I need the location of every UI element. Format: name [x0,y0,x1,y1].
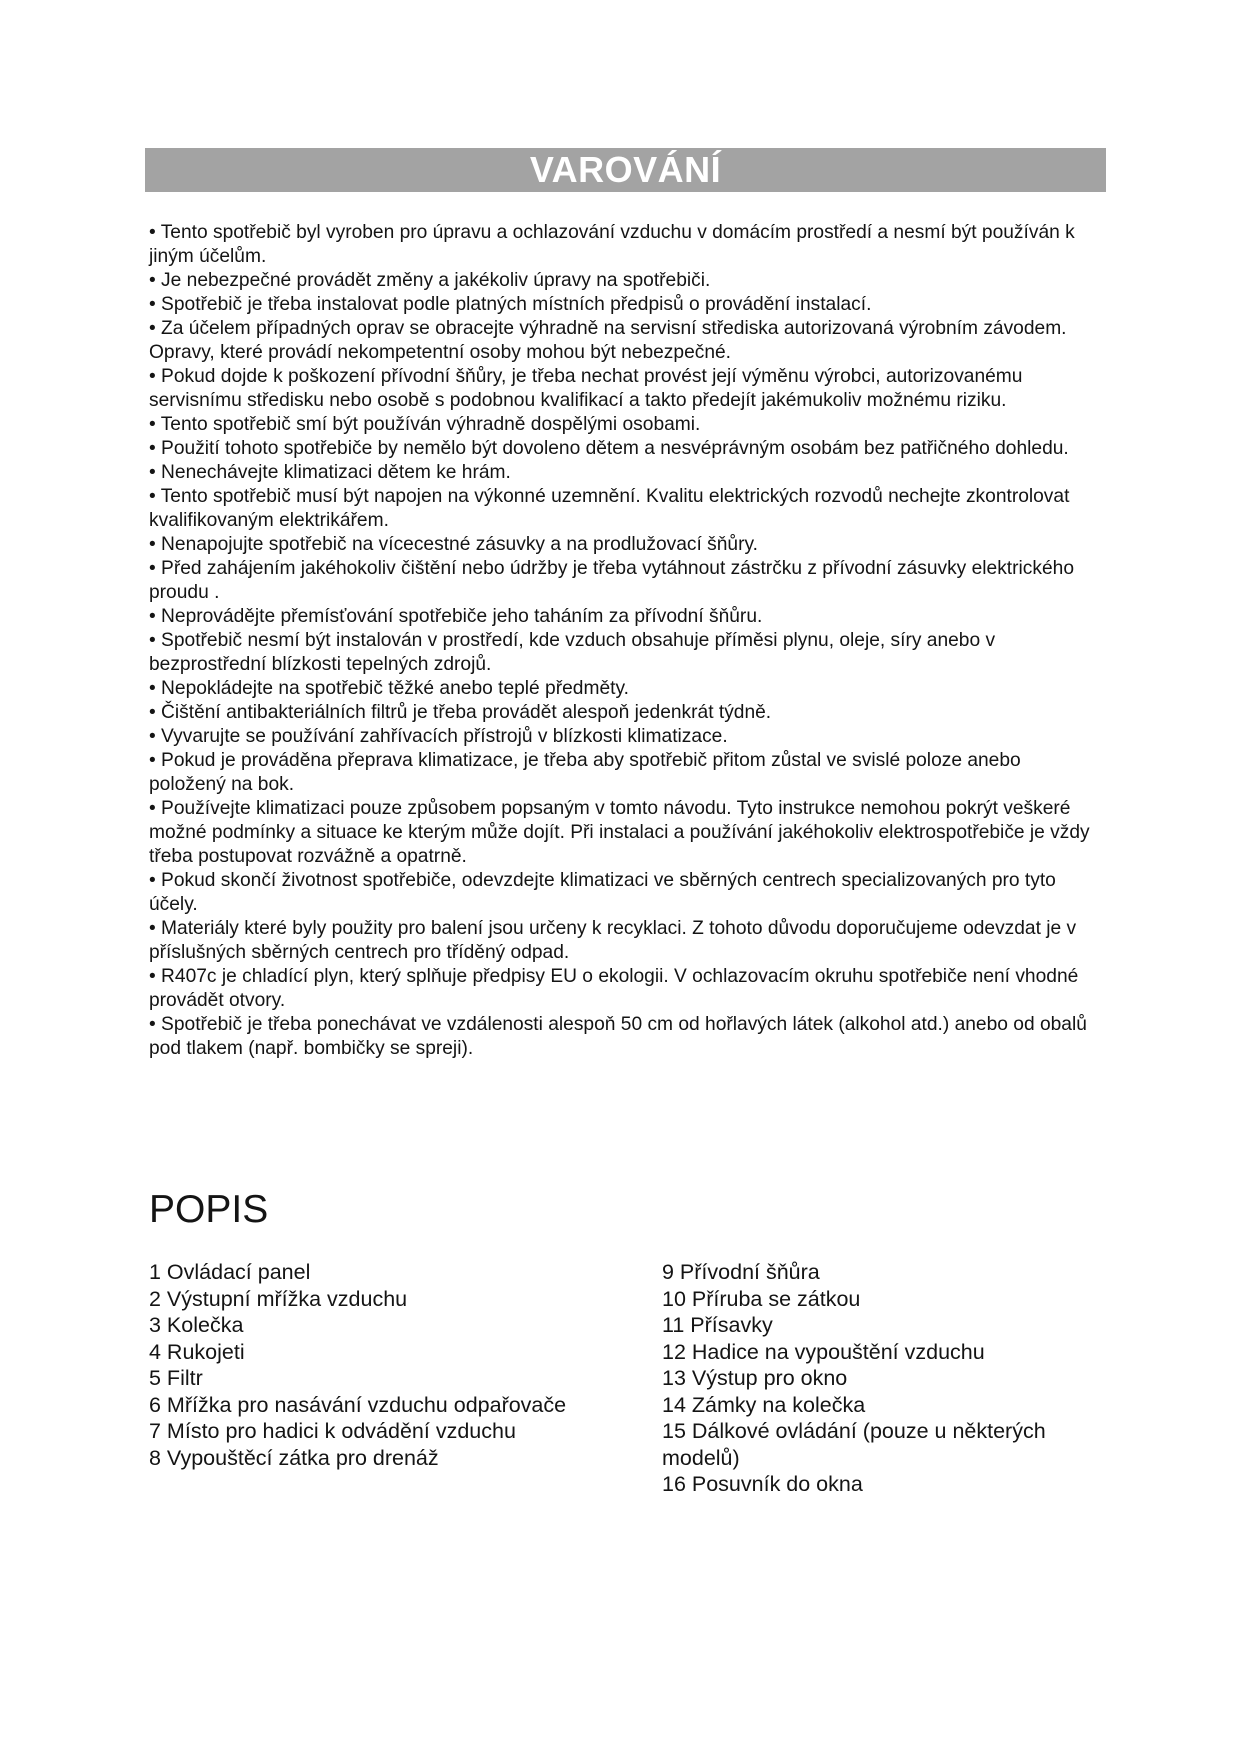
warning-item: • Nenapojujte spotřebič na vícecestné zásuvky a na prodlužovací šňůry. [149,534,758,555]
part-item: 1 Ovládací panel [149,1260,311,1284]
part-item: 9 Přívodní šňůra [662,1260,820,1284]
parts-list-left [149,1259,589,1471]
parts-list-right [662,1259,1102,1498]
part-item: 11 Přísavky [662,1313,773,1337]
warning-item: • Před zahájením jakéhokoliv čištění nebo údržby je třeba vytáhnout zástrčku z přívodní zásuvky elektrického proudu . [149,558,1074,603]
part-item: 14 Zámky na kolečka [662,1392,866,1417]
warning-item: • Tento spotřebič musí být napojen na výkonné uzemnění. Kvalitu elektrických rozvodů nechejte zkontrolovat kvalifikovaným elektrikářem. [149,486,1070,531]
warning-item: • Pokud skončí životnost spotřebiče, odevzdejte klimatizaci ve sběrných centrech specializovaných pro tyto účely. [149,870,1056,915]
warning-item: • Tento spotřebič byl vyroben pro úpravu a ochlazování vzduchu v domácím prostředí a nesmí být používán k jiným účelům. [149,222,1075,267]
warning-item: • Spotřebič nesmí být instalován v prostředí, kde vzduch obsahuje příměsi plynu, oleje, síry anebo v bezprostřední blízkosti tepelných zdrojů. [149,630,996,675]
part-item: 7 Místo pro hadici k odvádění vzduchu [149,1419,516,1443]
part-item: 10 Příruba se zátkou [662,1286,861,1311]
warning-item: • Neprovádějte přemísťování spotřebiče jeho taháním za přívodní šňůru. [149,606,763,627]
warning-list [149,221,1099,1061]
description-title: POPIS [149,1188,269,1231]
warning-item: • Použití tohoto spotřebiče by nemělo být dovoleno dětem a nesvéprávným osobám bez patřičného dohledu. [149,438,1069,459]
warning-item: • Spotřebič je třeba instalovat podle platných místních předpisů o provádění instalací. [149,294,872,315]
warning-item: • Vyvarujte se používání zahřívacích přístrojů v blízkosti klimatizace. [149,726,728,747]
part-item: 12 Hadice na vypouštění vzduchu [662,1339,985,1364]
warning-item: • Spotřebič je třeba ponechávat ve vzdálenosti alespoň 50 cm od hořlavých látek (alkohol atd.) anebo od obalů pod tlakem (např. bombičky se spreji). [149,1014,1087,1059]
warning-item: • Za účelem případných oprav se obracejte výhradně na servisní střediska autorizovaná výrobním závodem. Opravy, které provádí nekompetentní osoby mohou být nebezpečné. [149,318,1067,363]
warning-item: • Je nebezpečné provádět změny a jakékoliv úpravy na spotřebiči. [149,270,711,291]
warning-banner [145,148,1106,192]
warning-item: • Pokud dojde k poškození přívodní šňůry, je třeba nechat provést její výměnu výrobci, autorizovanému servisnímu středisku nebo osobě s podobnou kvalifikací a takto předejít jakémukoliv možnému riziku. [149,366,1023,411]
warning-item: • Materiály které byly použity pro balení jsou určeny k recyklaci. Z tohoto důvodu doporučujeme odevzdat je v příslušných sběrných centrech pro tříděný odpad. [149,918,1077,963]
part-item: 8 Vypouštěcí zátka pro drenáž [149,1445,439,1470]
part-item: 5 Filtr [149,1366,203,1390]
part-item: 13 Výstup pro okno [662,1366,848,1390]
part-item: 15 Dálkové ovládání (pouze u některých modelů) [662,1419,1046,1470]
warning-item: • Čištění antibakteriálních filtrů je třeba provádět alespoň jedenkrát týdně. [149,702,772,723]
warning-item: • Tento spotřebič smí být používán výhradně dospělými osobami. [149,414,701,435]
part-item: 2 Výstupní mřížka vzduchu [149,1286,408,1311]
part-item: 4 Rukojeti [149,1339,245,1364]
part-item: 16 Posuvník do okna [662,1472,863,1496]
warning-item: • Nepokládejte na spotřebič těžké anebo teplé předměty. [149,678,629,699]
warning-item: • Pokud je prováděna přeprava klimatizace, je třeba aby spotřebič přitom zůstal ve svislé poloze anebo položený na bok. [149,750,1021,795]
warning-title: VAROVÁNÍ [529,149,722,190]
part-item: 3 Kolečka [149,1313,244,1337]
warning-item: • Nenechávejte klimatizaci dětem ke hrám. [149,462,511,483]
warning-item: • Používejte klimatizaci pouze způsobem popsaným v tomto návodu. Tyto instrukce nemohou pokrýt veškeré možné podmínky a situace ke kterým může dojít. Při instalaci a používání jakéhokoliv elektrospotřebiče je vždy třeba postupovat rozvážně a opatrně. [149,798,1090,867]
warning-item: • R407c je chladící plyn, který splňuje předpisy EU o ekologii. V ochlazovacím okruhu spotřebiče není vhodné provádět otvory. [149,966,1079,1011]
part-item: 6 Mřížka pro nasávání vzduchu odpařovače [149,1392,567,1417]
